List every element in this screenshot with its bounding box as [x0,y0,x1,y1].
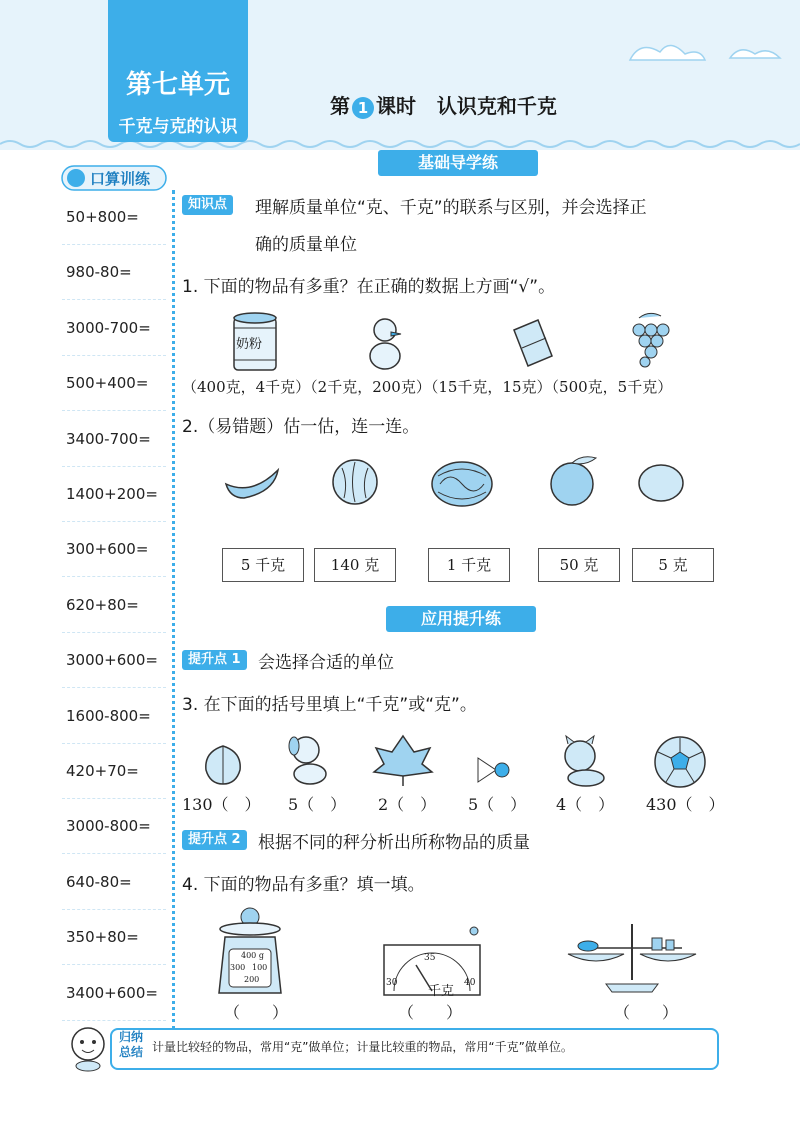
panel-divider [172,190,175,1030]
q4-answer-3[interactable]: （ ） [614,1003,679,1022]
oral-calc-line [62,355,166,356]
oral-calc-item: 350+80= [66,928,139,947]
lesson-suffix: 课时 [376,94,416,118]
oral-calc-line [62,576,166,577]
q4-answer-2[interactable]: （ ） [398,1003,463,1022]
q2-box-2: 140 克 [314,548,396,582]
soccer-ball-icon [652,734,708,790]
chili-pepper-icon [222,462,284,502]
oral-calc-item: 500+400= [66,374,149,393]
q2-box-3: 1 千克 [428,548,510,582]
oral-calc-item: 420+70= [66,762,139,780]
peach-icon [198,738,248,788]
q3-answer-1[interactable]: 130（ ） [182,795,261,814]
puppy-icon [284,732,332,788]
cat-toy-icon [556,736,612,788]
summary-tag [112,1030,150,1060]
knowledge-line-2: 确的质量单位 [255,235,357,255]
question-2: 2.（易错题）估一估，连一连。 [182,417,420,437]
oral-calc-line [62,743,166,744]
lesson-number: 1 [352,97,374,119]
improve-point-2: 根据不同的秤分析出所称物品的质量 [258,833,530,853]
q3-answer-2[interactable]: 5（ ） [288,795,347,814]
q2-box-5: 5 克 [632,548,714,582]
knowledge-line-1: 理解质量单位“克、千克”的联系与区别，并会选择正 [255,198,647,218]
knowledge-tag: 知识点 [182,195,233,215]
oral-calc-line [62,909,166,910]
q2-box-4: 50 克 [538,548,620,582]
lesson-title [330,90,557,119]
eraser-icon [508,316,556,370]
oral-calc-line [62,521,166,522]
oral-calc-line [62,964,166,965]
question-4: 4. 下面的物品有多重？填一填。 [182,875,425,895]
oral-calc-line [62,1020,166,1021]
improve-tag-2-label: 提升点 [188,832,228,847]
watermelon-icon [430,456,496,508]
shuttlecock-icon [474,752,514,788]
oral-calc-line [62,466,166,467]
cloud-icon [620,30,790,70]
grapes-icon [625,310,671,372]
question-1-options: （400克，4千克）（2千克，200克）（15千克，15克）（500克，5千克） [182,378,673,396]
oral-calc-line [62,299,166,300]
oral-calc-line [62,410,166,411]
scale1-mark-3: 100 [252,963,268,972]
oral-calc-line [62,244,166,245]
scale2-mark-2: 30 [386,978,398,988]
balance-scale-icon [566,918,698,994]
leaf-icon [372,732,434,788]
oral-calc-line [62,632,166,633]
scale1-mark-2: 300 [230,963,246,972]
oral-calc-item: 300+600= [66,540,149,559]
oral-calc-line [62,853,166,854]
summary-tag-line-1: 归纳 [118,1030,143,1044]
improve-tag-1 [182,650,247,670]
lesson-prefix: 第 [330,94,350,118]
scale1-mark-1: 400 g [241,951,264,960]
improve-tag-2-number: 2 [231,832,241,847]
lesson-name: 认识克和千克 [436,94,557,118]
apply-section-banner: 应用提升练 [386,606,536,632]
q3-answer-3[interactable]: 2（ ） [378,795,437,814]
oral-calc-item: 3000-700= [66,318,151,337]
unit-title: 第七单元 [125,70,230,100]
oral-calc-item: 620+80= [66,595,139,614]
cabbage-icon [328,456,382,506]
scale2-mark-1: 35 [424,953,436,963]
oral-training-label: 口算训练 [90,170,151,188]
oral-calc-item: 3400+600= [66,983,158,1002]
q3-answer-4[interactable]: 5（ ） [468,795,527,814]
q3-answer-5[interactable]: 4（ ） [556,795,615,814]
oral-calc-item: 640-80= [66,872,132,891]
oral-calc-item: 980-80= [66,263,132,282]
scale1-mark-4: 200 [244,975,260,984]
summary-text: 计量比较轻的物品，常用“克”做单位；计量比较重的物品，常用“千克”做单位。 [152,1040,573,1054]
q3-answer-6[interactable]: 430（ ） [646,795,725,814]
summary-tag-line-2: 总结 [118,1045,143,1059]
oral-calc-item: 50+800= [66,208,139,226]
oral-calc-item: 1600-800= [66,706,151,725]
improve-tag-1-label: 提升点 [188,652,228,667]
mascot-icon [66,1024,110,1072]
improve-tag-2 [182,830,247,850]
unit-subtitle: 千克与克的认识 [118,117,238,137]
oral-calc-line [62,687,166,688]
scale2-unit: 千克 [428,984,455,999]
oral-calc-item: 3400-700= [66,429,151,448]
improve-point-1: 会选择合适的单位 [258,653,394,673]
milk-powder-label: 奶粉 [236,337,263,352]
question-3: 3. 在下面的括号里填上“千克”或“克”。 [182,695,477,715]
duck-icon [365,316,407,372]
improve-tag-1-number: 1 [231,652,241,667]
orange-icon [546,452,604,508]
scale2-mark-3: 40 [464,978,476,988]
basic-section-banner: 基础导学练 [378,150,538,176]
oral-calc-item: 3000+600= [66,651,158,670]
q2-box-1: 5 千克 [222,548,304,582]
oral-calc-line [62,798,166,799]
q4-answer-1[interactable]: （ ） [224,1003,289,1022]
oral-calc-item: 1400+200= [66,485,158,503]
question-1: 1. 下面的物品有多重？在正确的数据上方画“√”。 [182,277,556,297]
oral-calc-item: 3000-800= [66,817,151,836]
egg-icon [636,460,686,506]
